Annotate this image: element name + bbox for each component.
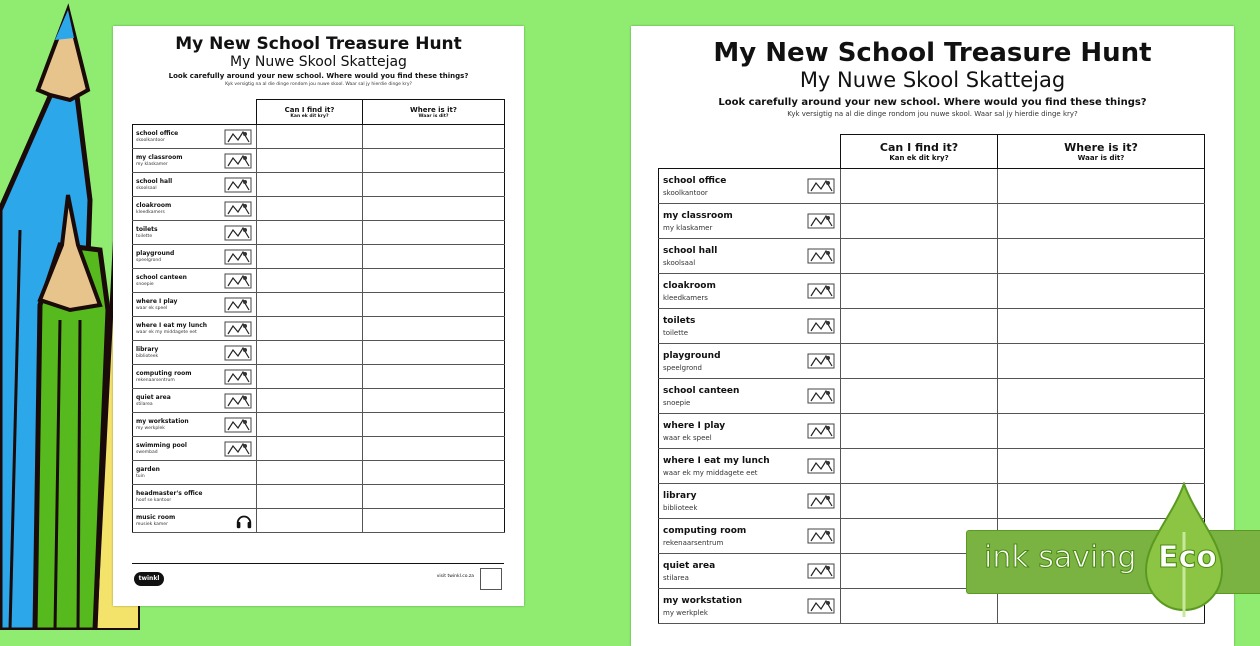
item-name: garden: [136, 465, 160, 473]
item-name: where I play: [663, 420, 726, 431]
cloakroom-icon: [223, 200, 253, 218]
item-cell: [659, 274, 841, 309]
item-name-afrikaans: my klaskamer: [136, 161, 168, 167]
where-cell[interactable]: [363, 317, 505, 341]
item-cell: [659, 379, 841, 414]
computer-icon: [223, 368, 253, 386]
table-row: [133, 389, 505, 413]
canteen-icon: [223, 272, 253, 290]
where-cell[interactable]: [363, 245, 505, 269]
item-name: computing room: [663, 525, 747, 536]
item-name: my classroom: [136, 153, 183, 161]
worksheet-subtitle: My Nuwe Skool Skattejag: [799, 68, 1066, 92]
item-name-afrikaans: waar ek speel: [663, 433, 712, 442]
twinkl-logo: twinkl: [134, 572, 164, 586]
item-name-afrikaans: speelgrond: [136, 257, 162, 263]
item-cell: [133, 365, 257, 389]
where-cell[interactable]: [363, 221, 505, 245]
ink-saving-eco-badge: [966, 530, 1260, 594]
can-find-cell[interactable]: [841, 274, 998, 309]
item-name-afrikaans: my klaskamer: [663, 223, 713, 232]
item-name: school hall: [136, 177, 173, 185]
toilet-icon: [806, 317, 836, 335]
item-name-afrikaans: skoolsaal: [663, 258, 696, 267]
where-cell[interactable]: [998, 239, 1205, 274]
table-row: [659, 379, 1205, 414]
can-find-cell[interactable]: [257, 149, 363, 173]
item-name: my workstation: [136, 417, 189, 425]
item-name-afrikaans: tuin: [136, 473, 145, 479]
item-cell: [133, 221, 257, 245]
table-row: [133, 437, 505, 461]
item-cell: [659, 414, 841, 449]
where-cell[interactable]: [363, 173, 505, 197]
table-row: [659, 449, 1205, 484]
column-header-where: Where is it? Waar is dit?: [363, 100, 505, 125]
item-name: school office: [663, 175, 727, 186]
table-row: [133, 269, 505, 293]
where-cell[interactable]: [363, 197, 505, 221]
item-cell: [659, 344, 841, 379]
table-row: [133, 149, 505, 173]
where-cell[interactable]: [998, 204, 1205, 239]
hall-icon: [223, 176, 253, 194]
table-row: [133, 413, 505, 437]
ink-saving-label: ink saving: [984, 540, 1137, 575]
table-row: [133, 293, 505, 317]
library-icon: [806, 492, 836, 510]
twinkl-badge-icon: [480, 568, 502, 590]
table-row: [133, 221, 505, 245]
item-name: quiet area: [136, 393, 171, 401]
item-name: library: [663, 490, 697, 501]
item-name-afrikaans: waar ek my middagete eet: [136, 329, 197, 335]
where-cell[interactable]: [363, 149, 505, 173]
item-name: toilets: [663, 315, 696, 326]
can-find-cell[interactable]: [257, 293, 363, 317]
where-cell[interactable]: [363, 461, 505, 485]
where-cell[interactable]: [998, 274, 1205, 309]
item-name: school canteen: [136, 273, 187, 281]
table-row: [133, 125, 505, 149]
item-name-afrikaans: swembad: [136, 449, 158, 455]
can-find-cell[interactable]: [841, 484, 998, 519]
where-cell[interactable]: [363, 413, 505, 437]
item-cell: [133, 125, 257, 149]
instruction: Look carefully around your new school. Where would you find these things?: [168, 72, 469, 80]
item-name-afrikaans: hoof se kantoor: [136, 497, 172, 503]
cloakroom-icon: [806, 282, 836, 300]
item-name: toilets: [136, 225, 158, 233]
item-cell: [659, 519, 841, 554]
item-name-afrikaans: biblioteek: [663, 503, 698, 512]
can-find-cell[interactable]: [257, 461, 363, 485]
item-name: school hall: [663, 245, 718, 256]
instruction-afrikaans: Kyk versigtig na al die dinge rondom jou nuwe skool. Waar sal jy hierdie dinge kry?: [225, 82, 412, 87]
item-cell: [659, 554, 841, 589]
can-find-cell[interactable]: [257, 341, 363, 365]
can-find-cell[interactable]: [841, 239, 998, 274]
item-name-afrikaans: my werkplek: [663, 608, 708, 617]
table-row: [133, 461, 505, 485]
table-row: [659, 484, 1205, 519]
table-row: [659, 344, 1205, 379]
item-name: quiet area: [663, 560, 716, 571]
where-cell[interactable]: [998, 344, 1205, 379]
lunch-icon: [223, 320, 253, 338]
eco-label: Eco: [1158, 540, 1217, 575]
table-row: [659, 414, 1205, 449]
worksheet-footer: [132, 563, 504, 604]
item-cell: [659, 239, 841, 274]
can-find-cell[interactable]: [257, 485, 363, 509]
item-name-afrikaans: speelgrond: [663, 363, 702, 372]
item-cell: [133, 173, 257, 197]
item-cell: [133, 293, 257, 317]
can-find-cell[interactable]: [257, 389, 363, 413]
table-row: [133, 509, 505, 533]
can-find-cell[interactable]: [257, 173, 363, 197]
item-name-afrikaans: snoepie: [663, 398, 691, 407]
can-find-cell[interactable]: [257, 269, 363, 293]
column-header-where: Where is it? Waar is dit?: [998, 135, 1205, 169]
item-cell: [133, 317, 257, 341]
item-name: cloakroom: [663, 280, 716, 291]
item-cell: [133, 509, 257, 533]
item-name-afrikaans: stilarea: [136, 401, 153, 407]
item-name-afrikaans: skoolsaal: [136, 185, 157, 191]
canteen-icon: [806, 387, 836, 405]
play-icon: [223, 296, 253, 314]
item-name: my workstation: [663, 595, 743, 606]
item-name: school office: [136, 129, 179, 137]
where-cell[interactable]: [363, 125, 505, 149]
item-cell: [133, 437, 257, 461]
item-name-afrikaans: rekenaarsentrum: [663, 538, 724, 547]
can-find-cell[interactable]: [257, 413, 363, 437]
item-name: where I play: [136, 297, 178, 305]
item-cell: [659, 589, 841, 624]
table-row: [659, 239, 1205, 274]
can-find-cell[interactable]: [841, 414, 998, 449]
classroom-icon: [223, 152, 253, 170]
where-cell[interactable]: [998, 379, 1205, 414]
item-name: cloakroom: [136, 201, 172, 209]
can-find-cell[interactable]: [257, 245, 363, 269]
item-name: where I eat my lunch: [136, 321, 208, 329]
where-cell[interactable]: [363, 269, 505, 293]
office-icon: [806, 177, 836, 195]
table-row: [659, 204, 1205, 239]
where-cell[interactable]: [998, 414, 1205, 449]
item-name-afrikaans: kleedkamers: [136, 209, 165, 215]
item-cell: [659, 169, 841, 204]
where-cell[interactable]: [363, 341, 505, 365]
item-name-afrikaans: waar ek speel: [136, 305, 168, 311]
workstation-icon: [806, 597, 836, 615]
item-cell: [133, 485, 257, 509]
headphones-icon: [235, 512, 253, 530]
table-row: [133, 365, 505, 389]
instruction-afrikaans: Kyk versigtig na al die dinge rondom jou nuwe skool. Waar sal jy hierdie dinge kry?: [787, 110, 1078, 118]
item-name-afrikaans: toilette: [136, 233, 153, 239]
treasure-hunt-table: [132, 99, 505, 533]
can-find-cell[interactable]: [257, 125, 363, 149]
item-cell: [133, 269, 257, 293]
item-name-afrikaans: waar ek my middagete eet: [663, 468, 758, 477]
workstation-icon: [223, 416, 253, 434]
worksheet-title: My New School Treasure Hunt: [175, 34, 462, 54]
table-row: [133, 245, 505, 269]
library-icon: [223, 344, 253, 362]
where-cell[interactable]: [363, 485, 505, 509]
can-find-cell[interactable]: [841, 204, 998, 239]
where-cell[interactable]: [998, 169, 1205, 204]
item-cell: [133, 413, 257, 437]
item-name-afrikaans: snoepie: [136, 281, 154, 287]
where-cell[interactable]: [363, 293, 505, 317]
item-name-afrikaans: biblioteek: [136, 353, 159, 359]
item-name: swimming pool: [136, 441, 187, 449]
where-cell[interactable]: [363, 389, 505, 413]
item-cell: [133, 149, 257, 173]
table-row: [659, 274, 1205, 309]
item-name: school canteen: [663, 385, 740, 396]
playground-icon: [806, 352, 836, 370]
visit-link: visit twinkl.co.za: [436, 574, 474, 579]
item-cell: [133, 461, 257, 485]
can-find-cell[interactable]: [841, 169, 998, 204]
worksheet-thumbnail: [113, 26, 524, 606]
table-row: [659, 169, 1205, 204]
can-find-cell[interactable]: [257, 317, 363, 341]
table-row: [133, 317, 505, 341]
item-name-afrikaans: skoolkantoor: [663, 188, 708, 197]
item-name: headmaster's office: [136, 489, 203, 497]
item-cell: [133, 341, 257, 365]
item-name: playground: [136, 249, 175, 257]
column-header-can-find: Can I find it? Kan ek dit kry?: [257, 100, 363, 125]
column-header-can-find: Can I find it? Kan ek dit kry?: [841, 135, 998, 169]
item-cell: [659, 204, 841, 239]
item-name-afrikaans: kleedkamers: [663, 293, 708, 302]
item-name: my classroom: [663, 210, 733, 221]
item-name: library: [136, 345, 159, 353]
item-name-afrikaans: my werkplek: [136, 425, 165, 431]
can-find-cell[interactable]: [257, 437, 363, 461]
lunch-icon: [806, 457, 836, 475]
table-row: [133, 485, 505, 509]
office-icon: [223, 128, 253, 146]
can-find-cell[interactable]: [257, 509, 363, 533]
item-cell: [659, 484, 841, 519]
item-cell: [133, 245, 257, 269]
table-row: [659, 309, 1205, 344]
item-name: playground: [663, 350, 721, 361]
item-cell: [133, 389, 257, 413]
computer-icon: [806, 527, 836, 545]
can-find-cell[interactable]: [257, 365, 363, 389]
can-find-cell[interactable]: [841, 449, 998, 484]
item-name-afrikaans: musiek kamer: [136, 521, 168, 527]
where-cell[interactable]: [363, 365, 505, 389]
instruction: Look carefully around your new school. Where would you find these things?: [718, 97, 1147, 108]
table-row: [133, 341, 505, 365]
can-find-cell[interactable]: [257, 197, 363, 221]
item-name: computing room: [136, 369, 192, 377]
worksheet-title: My New School Treasure Hunt: [713, 38, 1152, 68]
can-find-cell[interactable]: [257, 221, 363, 245]
where-cell[interactable]: [363, 437, 505, 461]
classroom-icon: [806, 212, 836, 230]
item-name-afrikaans: stilarea: [663, 573, 689, 582]
item-name-afrikaans: toilette: [663, 328, 689, 337]
hall-icon: [806, 247, 836, 265]
play-icon: [806, 422, 836, 440]
can-find-cell[interactable]: [841, 309, 998, 344]
pool-icon: [223, 440, 253, 458]
item-cell: [659, 449, 841, 484]
can-find-cell[interactable]: [841, 344, 998, 379]
worksheet-subtitle: My Nuwe Skool Skattejag: [230, 54, 407, 70]
item-name-afrikaans: rekenaarsentrum: [136, 377, 175, 383]
playground-icon: [223, 248, 253, 266]
where-cell[interactable]: [998, 309, 1205, 344]
toilet-icon: [223, 224, 253, 242]
where-cell[interactable]: [363, 509, 505, 533]
table-row: [133, 173, 505, 197]
item-cell: [133, 197, 257, 221]
item-name: where I eat my lunch: [663, 455, 770, 466]
item-name: music room: [136, 513, 176, 521]
where-cell[interactable]: [998, 449, 1205, 484]
can-find-cell[interactable]: [841, 379, 998, 414]
item-cell: [659, 309, 841, 344]
table-row: [133, 197, 505, 221]
item-name-afrikaans: skoolkantoor: [136, 137, 165, 143]
quiet-icon: [806, 562, 836, 580]
quiet-icon: [223, 392, 253, 410]
